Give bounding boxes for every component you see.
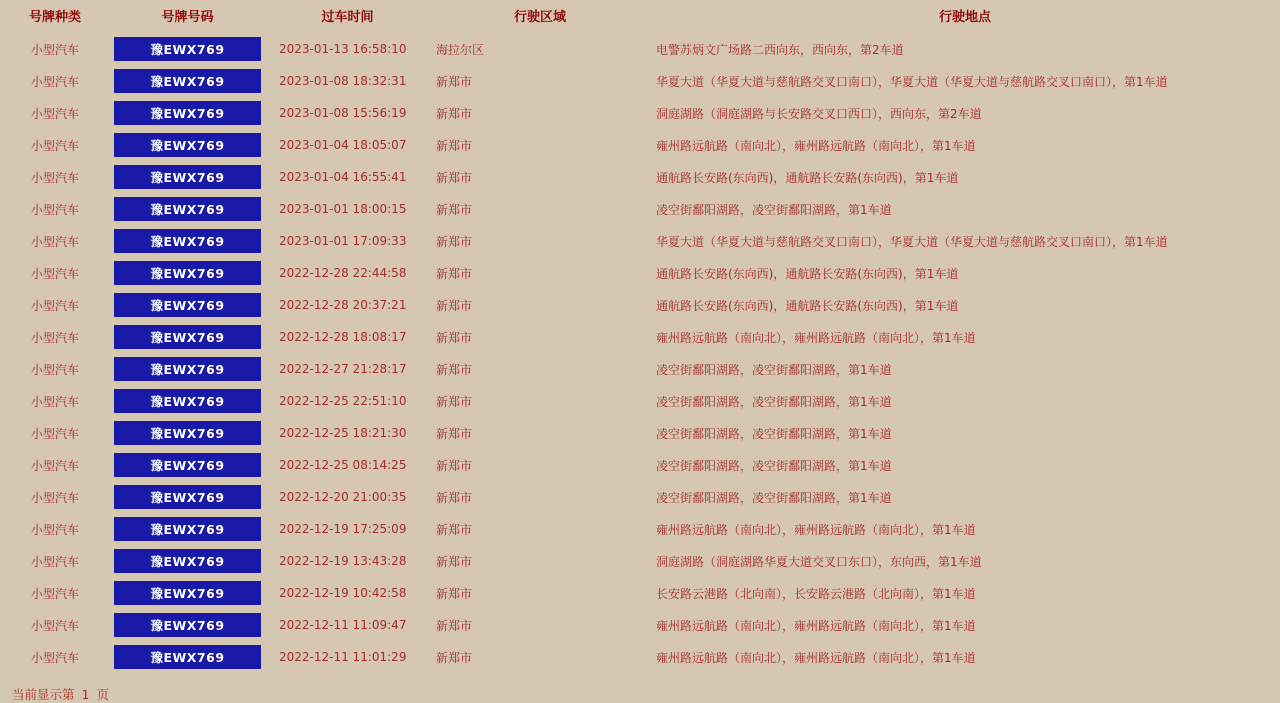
- cell-driving-place: 凌空街鄱阳湖路，凌空街鄱阳湖路，第1车道: [656, 362, 892, 377]
- cell-plate-number: [110, 225, 265, 257]
- cell-pass-time: 2022-12-25 22:51:10: [279, 394, 407, 408]
- cell-plate-type: 小型汽车: [30, 106, 79, 121]
- cell-driving-area: 新郑市: [436, 298, 473, 313]
- table-row: [0, 577, 1280, 609]
- cell-pass-time: 2022-12-25 08:14:25: [279, 458, 407, 472]
- cell-driving-area: 新郑市: [436, 394, 473, 409]
- cell-plate-number: [110, 577, 265, 609]
- table-row: [0, 65, 1280, 97]
- cell-driving-area: 新郑市: [436, 106, 473, 121]
- plate-badge: 豫EWX769: [114, 325, 261, 349]
- cell-pass-time: 2022-12-27 21:28:17: [279, 362, 407, 376]
- cell-driving-area: 新郑市: [436, 458, 473, 473]
- table-row: [0, 289, 1280, 321]
- cell-plate-type: 小型汽车: [30, 170, 79, 185]
- cell-driving-area: 新郑市: [436, 266, 473, 281]
- cell-plate-type: 小型汽车: [30, 650, 79, 665]
- cell-plate-number: [110, 545, 265, 577]
- cell-driving-place: 洞庭湖路（洞庭湖路与长安路交叉口西口），西向东，第2车道: [656, 106, 982, 121]
- plate-badge: 豫EWX769: [114, 37, 261, 61]
- plate-badge: 豫EWX769: [114, 581, 261, 605]
- cell-pass-time: 2022-12-28 22:44:58: [279, 266, 407, 280]
- table-row: [0, 385, 1280, 417]
- table-row: [0, 417, 1280, 449]
- table-row: [0, 161, 1280, 193]
- cell-driving-place: 雍州路远航路（南向北），雍州路远航路（南向北），第1车道: [656, 138, 976, 153]
- cell-pass-time: 2022-12-28 18:08:17: [279, 330, 407, 344]
- cell-driving-area: 新郑市: [436, 74, 473, 89]
- cell-plate-type: 小型汽车: [30, 330, 79, 345]
- cell-pass-time: 2022-12-19 13:43:28: [279, 554, 407, 568]
- table-row: [0, 481, 1280, 513]
- cell-driving-place: 长安路云港路（北向南），长安路云港路（北向南），第1车道: [656, 586, 976, 601]
- column-header-plate-number: 号牌号码: [161, 10, 214, 25]
- cell-driving-place: 通航路长安路(东向西)，通航路长安路(东向西)，第1车道: [656, 298, 959, 313]
- cell-driving-place: 雍州路远航路（南向北），雍州路远航路（南向北），第1车道: [656, 618, 976, 633]
- cell-plate-type: 小型汽车: [30, 426, 79, 441]
- cell-driving-place: 凌空街鄱阳湖路，凌空街鄱阳湖路，第1车道: [656, 202, 892, 217]
- table-header-row: [0, 0, 1280, 33]
- plate-badge: 豫EWX769: [114, 165, 261, 189]
- table-row: [0, 513, 1280, 545]
- cell-pass-time: 2023-01-04 18:05:07: [279, 138, 407, 152]
- cell-pass-time: 2022-12-11 11:01:29: [279, 650, 407, 664]
- cell-pass-time: 2023-01-01 18:00:15: [279, 202, 407, 216]
- plate-badge: 豫EWX769: [114, 357, 261, 381]
- pagination-suffix: 页: [96, 687, 109, 702]
- table-body: [0, 33, 1280, 673]
- plate-badge: 豫EWX769: [114, 645, 261, 669]
- cell-plate-type: 小型汽车: [30, 618, 79, 633]
- table-row: [0, 353, 1280, 385]
- cell-driving-area: 新郑市: [436, 650, 473, 665]
- cell-pass-time: 2022-12-11 11:09:47: [279, 618, 407, 632]
- cell-plate-number: [110, 353, 265, 385]
- cell-driving-place: 电警苏炳文广场路二西向东，西向东，第2车道: [656, 42, 904, 57]
- cell-driving-area: 新郑市: [436, 362, 473, 377]
- cell-plate-number: [110, 513, 265, 545]
- cell-plate-type: 小型汽车: [30, 42, 79, 57]
- column-header-pass-time: 过车时间: [321, 10, 374, 25]
- cell-driving-place: 雍州路远航路（南向北），雍州路远航路（南向北），第1车道: [656, 650, 976, 665]
- cell-driving-place: 洞庭湖路（洞庭湖路华夏大道交叉口东口），东向西，第1车道: [656, 554, 982, 569]
- cell-plate-type: 小型汽车: [30, 490, 79, 505]
- cell-pass-time: 2022-12-25 18:21:30: [279, 426, 407, 440]
- table-row: [0, 193, 1280, 225]
- cell-pass-time: 2023-01-01 17:09:33: [279, 234, 407, 248]
- cell-driving-area: 新郑市: [436, 330, 473, 345]
- plate-badge: 豫EWX769: [114, 133, 261, 157]
- table-row: [0, 609, 1280, 641]
- cell-driving-place: 华夏大道（华夏大道与慈航路交叉口南口），华夏大道（华夏大道与慈航路交叉口南口），第1车道: [656, 74, 1168, 89]
- column-header-driving-place: 行驶地点: [938, 10, 991, 25]
- plate-badge: 豫EWX769: [114, 261, 261, 285]
- cell-driving-area: 新郑市: [436, 522, 473, 537]
- cell-plate-number: [110, 289, 265, 321]
- cell-pass-time: 2023-01-04 16:55:41: [279, 170, 407, 184]
- cell-driving-place: 通航路长安路(东向西)，通航路长安路(东向西)，第1车道: [656, 170, 959, 185]
- cell-driving-place: 凌空街鄱阳湖路，凌空街鄱阳湖路，第1车道: [656, 490, 892, 505]
- column-header-plate-type: 号牌种类: [28, 10, 81, 25]
- cell-driving-place: 凌空街鄱阳湖路，凌空街鄱阳湖路，第1车道: [656, 394, 892, 409]
- cell-pass-time: 2023-01-08 15:56:19: [279, 106, 407, 120]
- cell-pass-time: 2023-01-13 16:58:10: [279, 42, 407, 56]
- cell-driving-place: 雍州路远航路（南向北），雍州路远航路（南向北），第1车道: [656, 330, 976, 345]
- cell-pass-time: 2022-12-20 21:00:35: [279, 490, 407, 504]
- table-row: [0, 321, 1280, 353]
- cell-driving-place: 华夏大道（华夏大道与慈航路交叉口南口），华夏大道（华夏大道与慈航路交叉口南口），第1车道: [656, 234, 1168, 249]
- cell-plate-type: 小型汽车: [30, 522, 79, 537]
- cell-driving-area: 新郑市: [436, 586, 473, 601]
- cell-plate-type: 小型汽车: [30, 266, 79, 281]
- cell-plate-type: 小型汽车: [30, 458, 79, 473]
- cell-driving-area: 新郑市: [436, 234, 473, 249]
- cell-plate-number: [110, 417, 265, 449]
- cell-plate-number: [110, 97, 265, 129]
- table-row: [0, 449, 1280, 481]
- table-row: [0, 33, 1280, 65]
- cell-driving-place: 雍州路远航路（南向北），雍州路远航路（南向北），第1车道: [656, 522, 976, 537]
- table-row: [0, 97, 1280, 129]
- plate-badge: 豫EWX769: [114, 293, 261, 317]
- cell-driving-area: 新郑市: [436, 138, 473, 153]
- cell-pass-time: 2022-12-19 17:25:09: [279, 522, 407, 536]
- cell-driving-area: 海拉尔区: [436, 42, 485, 57]
- plate-badge: 豫EWX769: [114, 69, 261, 93]
- cell-plate-number: [110, 481, 265, 513]
- cell-plate-type: 小型汽车: [30, 554, 79, 569]
- cell-plate-type: 小型汽车: [30, 586, 79, 601]
- plate-badge: 豫EWX769: [114, 421, 261, 445]
- cell-pass-time: 2023-01-08 18:32:31: [279, 74, 407, 88]
- cell-driving-place: 通航路长安路(东向西)，通航路长安路(东向西)，第1车道: [656, 266, 959, 281]
- cell-driving-place: 凌空街鄱阳湖路，凌空街鄱阳湖路，第1车道: [656, 458, 892, 473]
- table-row: [0, 641, 1280, 673]
- table-row: [0, 257, 1280, 289]
- cell-driving-area: 新郑市: [436, 202, 473, 217]
- table-row: [0, 545, 1280, 577]
- plate-badge: 豫EWX769: [114, 549, 261, 573]
- cell-plate-type: 小型汽车: [30, 74, 79, 89]
- plate-badge: 豫EWX769: [114, 517, 261, 541]
- plate-badge: 豫EWX769: [114, 229, 261, 253]
- cell-plate-type: 小型汽车: [30, 202, 79, 217]
- cell-plate-number: [110, 257, 265, 289]
- cell-plate-number: [110, 321, 265, 353]
- plate-badge: 豫EWX769: [114, 613, 261, 637]
- cell-driving-area: 新郑市: [436, 554, 473, 569]
- cell-plate-type: 小型汽车: [30, 138, 79, 153]
- cell-plate-number: [110, 641, 265, 673]
- table-row: [0, 129, 1280, 161]
- pagination-prefix: 当前显示第: [12, 687, 75, 702]
- cell-driving-area: 新郑市: [436, 170, 473, 185]
- cell-plate-number: [110, 33, 265, 65]
- table-row: [0, 225, 1280, 257]
- cell-plate-number: [110, 449, 265, 481]
- pagination-status: [0, 673, 1280, 703]
- cell-plate-number: [110, 129, 265, 161]
- cell-driving-area: 新郑市: [436, 490, 473, 505]
- cell-plate-number: [110, 385, 265, 417]
- table-header: [0, 0, 1280, 33]
- plate-badge: 豫EWX769: [114, 101, 261, 125]
- cell-pass-time: 2022-12-19 10:42:58: [279, 586, 407, 600]
- cell-plate-number: [110, 161, 265, 193]
- plate-badge: 豫EWX769: [114, 453, 261, 477]
- cell-pass-time: 2022-12-28 20:37:21: [279, 298, 407, 312]
- cell-driving-area: 新郑市: [436, 426, 473, 441]
- cell-plate-type: 小型汽车: [30, 298, 79, 313]
- column-header-driving-area: 行驶区域: [513, 10, 566, 25]
- cell-plate-type: 小型汽车: [30, 234, 79, 249]
- cell-plate-number: [110, 65, 265, 97]
- cell-driving-area: 新郑市: [436, 618, 473, 633]
- cell-plate-type: 小型汽车: [30, 362, 79, 377]
- plate-badge: 豫EWX769: [114, 197, 261, 221]
- cell-driving-place: 凌空街鄱阳湖路，凌空街鄱阳湖路，第1车道: [656, 426, 892, 441]
- cell-plate-number: [110, 609, 265, 641]
- cell-plate-number: [110, 193, 265, 225]
- cell-plate-type: 小型汽车: [30, 394, 79, 409]
- plate-badge: 豫EWX769: [114, 485, 261, 509]
- plate-badge: 豫EWX769: [114, 389, 261, 413]
- pagination-page-number: 1: [81, 687, 90, 702]
